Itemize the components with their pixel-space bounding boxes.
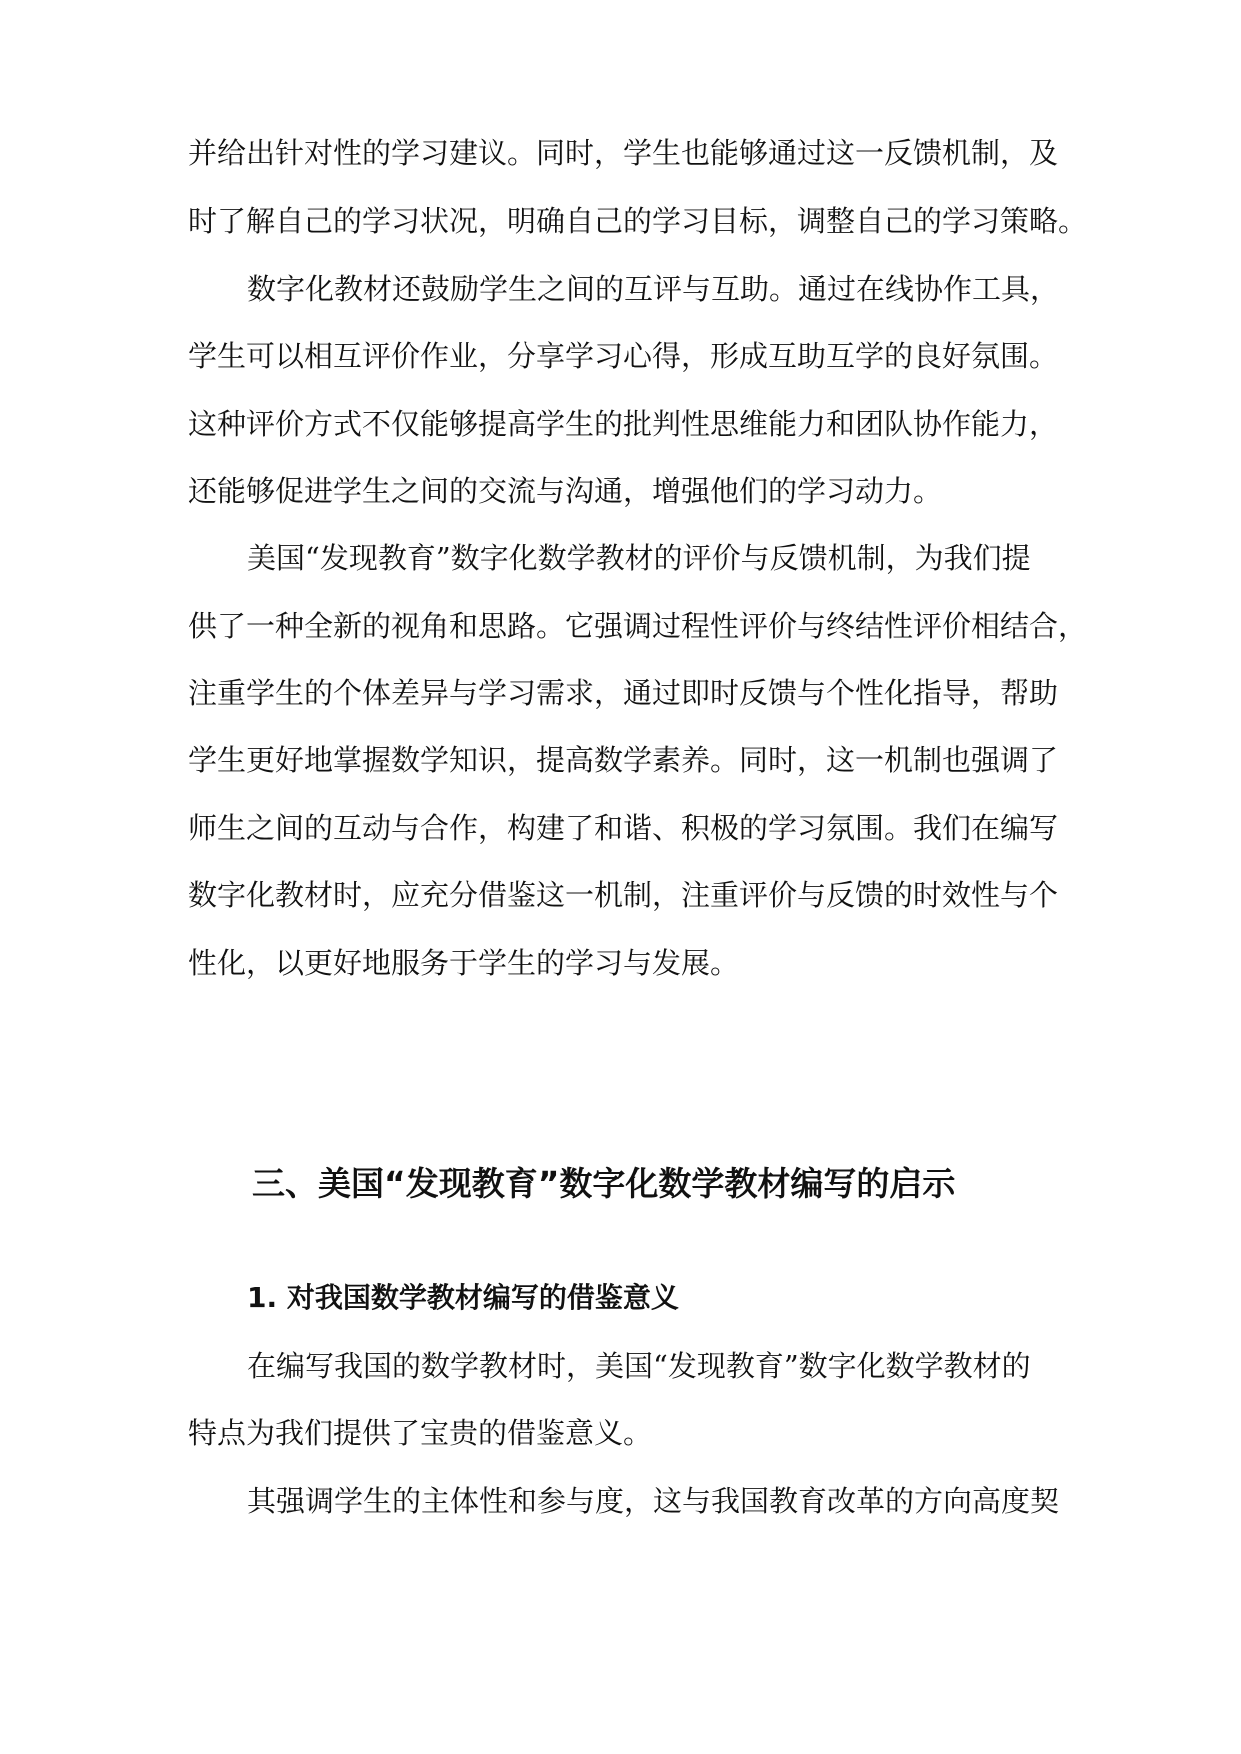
paragraph-line: 师生之间的互动与合作，构建了和谐、积极的学习氛围。我们在编写 (188, 811, 1059, 845)
paragraph-line: 美国“发现教育”数字化数学教材的评价与反馈机制，为我们提 (247, 541, 1031, 575)
paragraph-line: 时了解自己的学习状况，明确自己的学习目标，调整自己的学习策略。 (188, 204, 1088, 238)
paragraph-line: 学生可以相互评价作业，分享学习心得，形成互助互学的良好氛围。 (188, 339, 1059, 373)
paragraph-line: 在编写我国的数学教材时，美国“发现教育”数字化数学教材的 (247, 1349, 1031, 1383)
paragraph-line: 数字化教材还鼓励学生之间的互评与互助。通过在线协作工具， (247, 272, 1060, 306)
paragraph-line: 这种评价方式不仅能够提高学生的批判性思维能力和团队协作能力， (188, 407, 1059, 441)
paragraph-line: 学生更好地掌握数学知识，提高数学素养。同时，这一机制也强调了 (188, 743, 1059, 777)
paragraph-line: 供了一种全新的视角和思路。它强调过程性评价与终结性评价相结合， (188, 609, 1088, 643)
paragraph-line: 性化，以更好地服务于学生的学习与发展。 (188, 946, 740, 980)
section-heading: 三、美国“发现教育”数字化数学教材编写的启示 (252, 1164, 956, 1203)
paragraph-line: 注重学生的个体差异与学习需求，通过即时反馈与个性化指导，帮助 (188, 676, 1059, 710)
paragraph-line: 并给出针对性的学习建议。同时，学生也能够通过这一反馈机制，及 (188, 136, 1059, 170)
subsection-heading: 1. 对我国数学教材编写的借鉴意义 (247, 1281, 679, 1314)
paragraph-line: 特点为我们提供了宝贵的借鉴意义。 (188, 1416, 653, 1450)
paragraph-line: 其强调学生的主体性和参与度，这与我国教育改革的方向高度契 (247, 1484, 1060, 1518)
paragraph-line: 还能够促进学生之间的交流与沟通，增强他们的学习动力。 (188, 474, 943, 508)
paragraph-line: 数字化教材时，应充分借鉴这一机制，注重评价与反馈的时效性与个 (188, 878, 1059, 912)
